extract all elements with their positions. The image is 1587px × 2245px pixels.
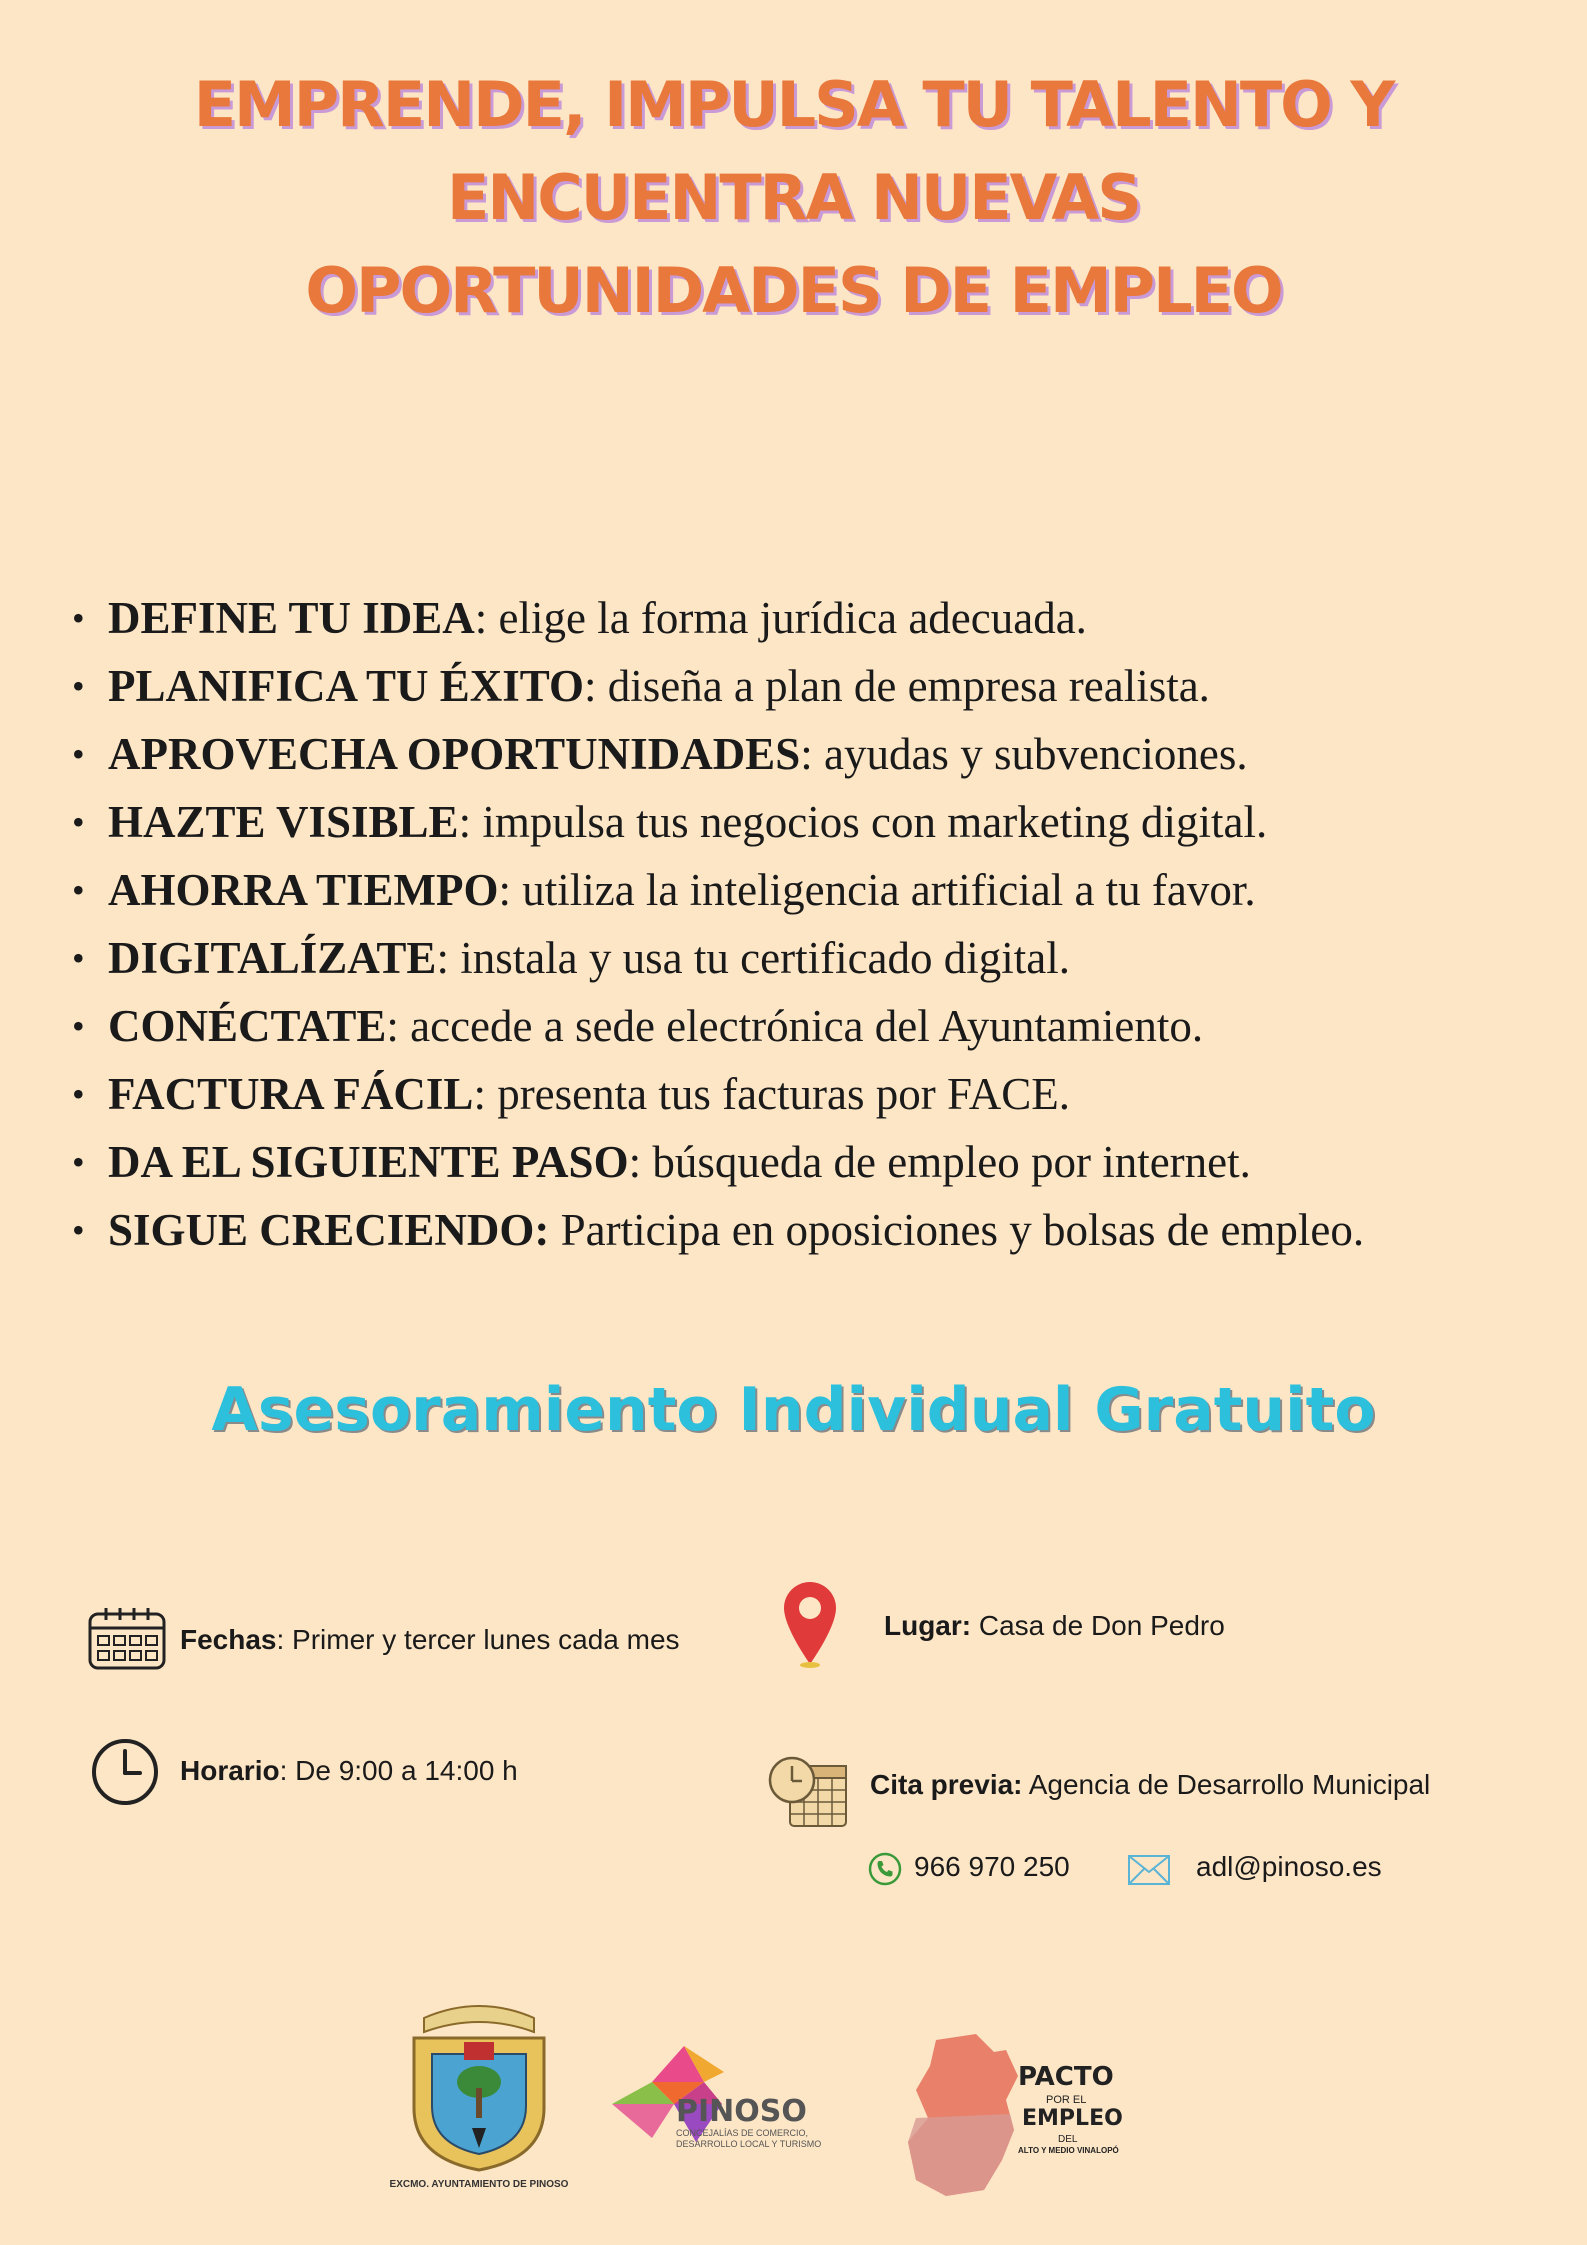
page-title (0, 58, 1587, 337)
pinoso-name: PINOSO (676, 2094, 807, 2129)
list-item: • DIGITALÍZATE: instala y usa tu certificado digital. (72, 933, 1070, 983)
pinoso-subtitle-1: CONCEJALÍAS DE COMERCIO, (676, 2128, 809, 2138)
cita-info: Cita previa: Agencia de Desarrollo Municipal (870, 1769, 1431, 1800)
tips-list (72, 584, 1572, 1264)
pacto-line-4: DEL (1058, 2134, 1078, 2145)
phone-icon (868, 1852, 902, 1886)
ayuntamiento-caption: EXCMO. AYUNTAMIENTO DE PINOSO (389, 2179, 569, 2190)
calendar-icon (88, 1606, 166, 1670)
title-line-2: ENCUENTRA NUEVAS (447, 161, 1140, 234)
email-address[interactable]: adl@pinoso.es (1196, 1851, 1382, 1882)
lugar-info: Lugar: Casa de Don Pedro (884, 1610, 1225, 1641)
pacto-line-2: POR EL (1046, 2094, 1087, 2106)
envelope-icon (1126, 1850, 1174, 1888)
phone-number[interactable]: 966 970 250 (914, 1851, 1070, 1882)
location-pin-icon (780, 1580, 840, 1668)
title-line-3: OPORTUNIDADES DE EMPLEO (305, 254, 1282, 327)
list-item: • PLANIFICA TU ÉXITO: diseña a plan de empresa realista. (72, 661, 1210, 711)
list-item: • DA EL SIGUIENTE PASO: búsqueda de empleo por internet. (72, 1137, 1251, 1187)
list-item: • DEFINE TU IDEA: elige la forma jurídica adecuada. (72, 593, 1087, 643)
ayuntamiento-logo (384, 1998, 574, 2198)
pacto-line-5: ALTO Y MEDIO VINALOPÓ (1018, 2146, 1119, 2155)
clock-icon (90, 1737, 160, 1807)
pinoso-logo (612, 2042, 832, 2152)
pacto-line-3: EMPLEO (1022, 2106, 1123, 2131)
list-item: • SIGUE CRECIENDO: Participa en oposiciones y bolsas de empleo. (72, 1205, 1365, 1255)
coat-of-arms-icon (384, 1998, 574, 2174)
list-item: • APROVECHA OPORTUNIDADES: ayudas y subvenciones. (72, 729, 1248, 779)
list-item: • HAZTE VISIBLE: impulsa tus negocios con marketing digital. (72, 797, 1268, 847)
clock-calendar-icon (766, 1752, 850, 1830)
pacto-line-1: PACTO (1018, 2062, 1114, 2092)
fechas-info: Fechas: Primer y tercer lunes cada mes (180, 1624, 680, 1655)
pacto-empleo-logo (906, 2030, 1136, 2200)
pinoso-subtitle-2: DESARROLLO LOCAL Y TURISMO (676, 2139, 822, 2149)
horario-info: Horario: De 9:00 a 14:00 h (180, 1755, 518, 1786)
advice-heading: Asesoramiento Individual Gratuito (211, 1375, 1376, 1445)
title-line-1: EMPRENDE, IMPULSA TU TALENTO Y (193, 68, 1394, 141)
list-item: • CONÉCTATE: accede a sede electrónica del Ayuntamiento. (72, 1001, 1204, 1051)
list-item: • FACTURA FÁCIL: presenta tus facturas por FACE. (72, 1069, 1070, 1119)
list-item: • AHORRA TIEMPO: utiliza la inteligencia artificial a tu favor. (72, 865, 1256, 915)
